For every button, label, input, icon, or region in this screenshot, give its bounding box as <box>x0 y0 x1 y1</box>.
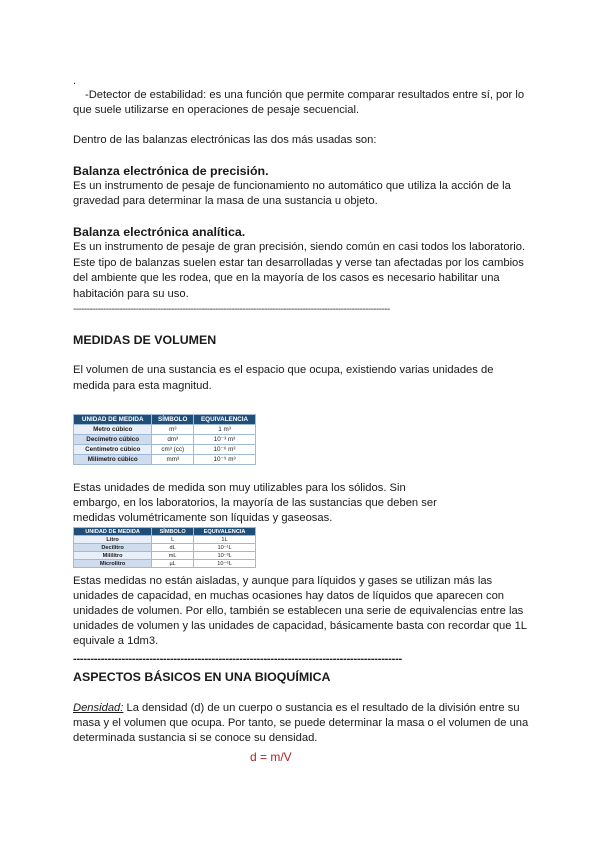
paragraph-line: del ambiente que les rodea, que en la mayoría de los casos es necesario habilitar una <box>73 272 500 284</box>
stray-dot: . <box>73 75 77 87</box>
table-cell: L <box>152 536 194 544</box>
table-row <box>74 544 256 552</box>
paragraph-line: Estas medidas no están aisladas, y aunque para líquidos y gases se utilizan más las <box>73 575 493 587</box>
separator-line: ----------------------------------------------------------------------------------------------- <box>73 653 402 665</box>
table-cell: dm³ <box>152 435 194 445</box>
table-cell: 10⁻³L <box>194 552 256 560</box>
paragraph-line: embargo, en los laboratorios, la mayoría de las sustancias que deben ser <box>73 497 437 509</box>
table-cell: 10⁻⁹ m³ <box>194 455 256 465</box>
table-cell: Metro cúbico <box>74 425 152 435</box>
paragraph-line: habitación para su uso. <box>73 288 189 300</box>
paragraph-line: equivale a 1dm3. <box>73 635 159 647</box>
table-header: UNIDAD DE MEDIDA <box>74 528 152 536</box>
table-cell: Mililitro <box>74 552 152 560</box>
density-formula: d = m/V <box>250 750 292 764</box>
table-cell: 10⁻⁶ m³ <box>194 445 256 455</box>
table-cell: µL <box>152 560 194 568</box>
separator-line: -------------------------------------------------------------------------------------------------------------------- <box>73 304 390 315</box>
table-cell: 10⁻⁶L <box>194 560 256 568</box>
table-cell: cm³ (cc) <box>152 445 194 455</box>
table-header-row <box>74 415 256 425</box>
volume-units-table <box>73 414 256 465</box>
heading-precision: Balanza electrónica de precisión. <box>73 164 269 178</box>
paragraph-text: La densidad (d) de un cuerpo o sustancia es el resultado de la división entre su <box>123 702 520 714</box>
paragraph-line: que suele utilizarse en operaciones de pesaje secuencial. <box>73 104 360 116</box>
table-cell: Milímetro cúbico <box>74 455 152 465</box>
heading-volumen: MEDIDAS DE VOLUMEN <box>73 333 217 347</box>
table-cell: Microlitro <box>74 560 152 568</box>
table-row <box>74 435 256 445</box>
paragraph-line: gravedad para determinar la masa de una sustancia u objeto. <box>73 195 378 207</box>
heading-analitica: Balanza electrónica analítica. <box>73 225 246 239</box>
table-cell: 10⁻³ m³ <box>194 435 256 445</box>
paragraph-line: medidas volumétricamente son líquidas y gaseosas. <box>73 512 333 524</box>
table-cell: dL <box>152 544 194 552</box>
paragraph-line: El volumen de una sustancia es el espacio que ocupa, existiendo varias unidades de <box>73 364 494 376</box>
table-cell: mm³ <box>152 455 194 465</box>
table-header: EQUIVALENCIA <box>194 528 256 536</box>
table-cell: mL <box>152 552 194 560</box>
table-header-row <box>74 528 256 536</box>
table-header: SÍMBOLO <box>152 415 194 425</box>
paragraph-line: masa y el volumen que ocupa. Por tanto, se puede determinar la masa o el volumen de una <box>73 717 529 729</box>
table-cell: Decilitro <box>74 544 152 552</box>
table-row <box>74 445 256 455</box>
table-row <box>74 552 256 560</box>
table-row <box>74 425 256 435</box>
heading-bioquimica: ASPECTOS BÁSICOS EN UNA BIOQUÍMICA <box>73 670 331 684</box>
table-cell: m³ <box>152 425 194 435</box>
paragraph-line: Este tipo de balanzas suelen estar tan desarrolladas y verse tan afectadas por los cambios <box>73 257 524 269</box>
table-cell: Centímetro cúbico <box>74 445 152 455</box>
capacity-units-table <box>73 527 256 568</box>
table-cell: Decímetro cúbico <box>74 435 152 445</box>
table-cell: 1 m³ <box>194 425 256 435</box>
paragraph-line: Dentro de las balanzas electrónicas las dos más usadas son: <box>73 134 377 146</box>
term-densidad: Densidad: <box>73 702 124 714</box>
table-cell: 10⁻¹L <box>194 544 256 552</box>
paragraph-line: unidades de volumen. Por ello, también se establecen una serie de equivalencias entre las <box>73 605 524 617</box>
paragraph-line: unidades de capacidad, en muchas ocasiones hay datos de líquidos que aparecen con <box>73 590 505 602</box>
paragraph-line: unidades de volumen y las unidades de capacidad, básicamente basta con recordar que 1L <box>73 620 528 632</box>
paragraph-line: Estas unidades de medida son muy utilizables para los sólidos. Sin <box>73 482 406 494</box>
table-cell: Litro <box>74 536 152 544</box>
table-row <box>74 455 256 465</box>
table-header: SÍMBOLO <box>152 528 194 536</box>
table-cell: 1L <box>194 536 256 544</box>
table-row <box>74 560 256 568</box>
paragraph-line: determinada sustancia si se conoce su densidad. <box>73 732 318 744</box>
paragraph-line: Es un instrumento de pesaje de funcionamiento no automático que utiliza la acción de la <box>73 180 511 192</box>
table-row <box>74 536 256 544</box>
table-header: EQUIVALENCIA <box>194 415 256 425</box>
paragraph-line: -Detector de estabilidad: es una función que permite comparar resultados entre sí, por lo <box>85 89 525 101</box>
paragraph-line <box>73 701 520 716</box>
paragraph-line: Es un instrumento de pesaje de gran precisión, siendo común en casi todos los laboratorio. <box>73 241 526 253</box>
paragraph-line: medida para esta magnitud. <box>73 380 212 392</box>
table-header: UNIDAD DE MEDIDA <box>74 415 152 425</box>
